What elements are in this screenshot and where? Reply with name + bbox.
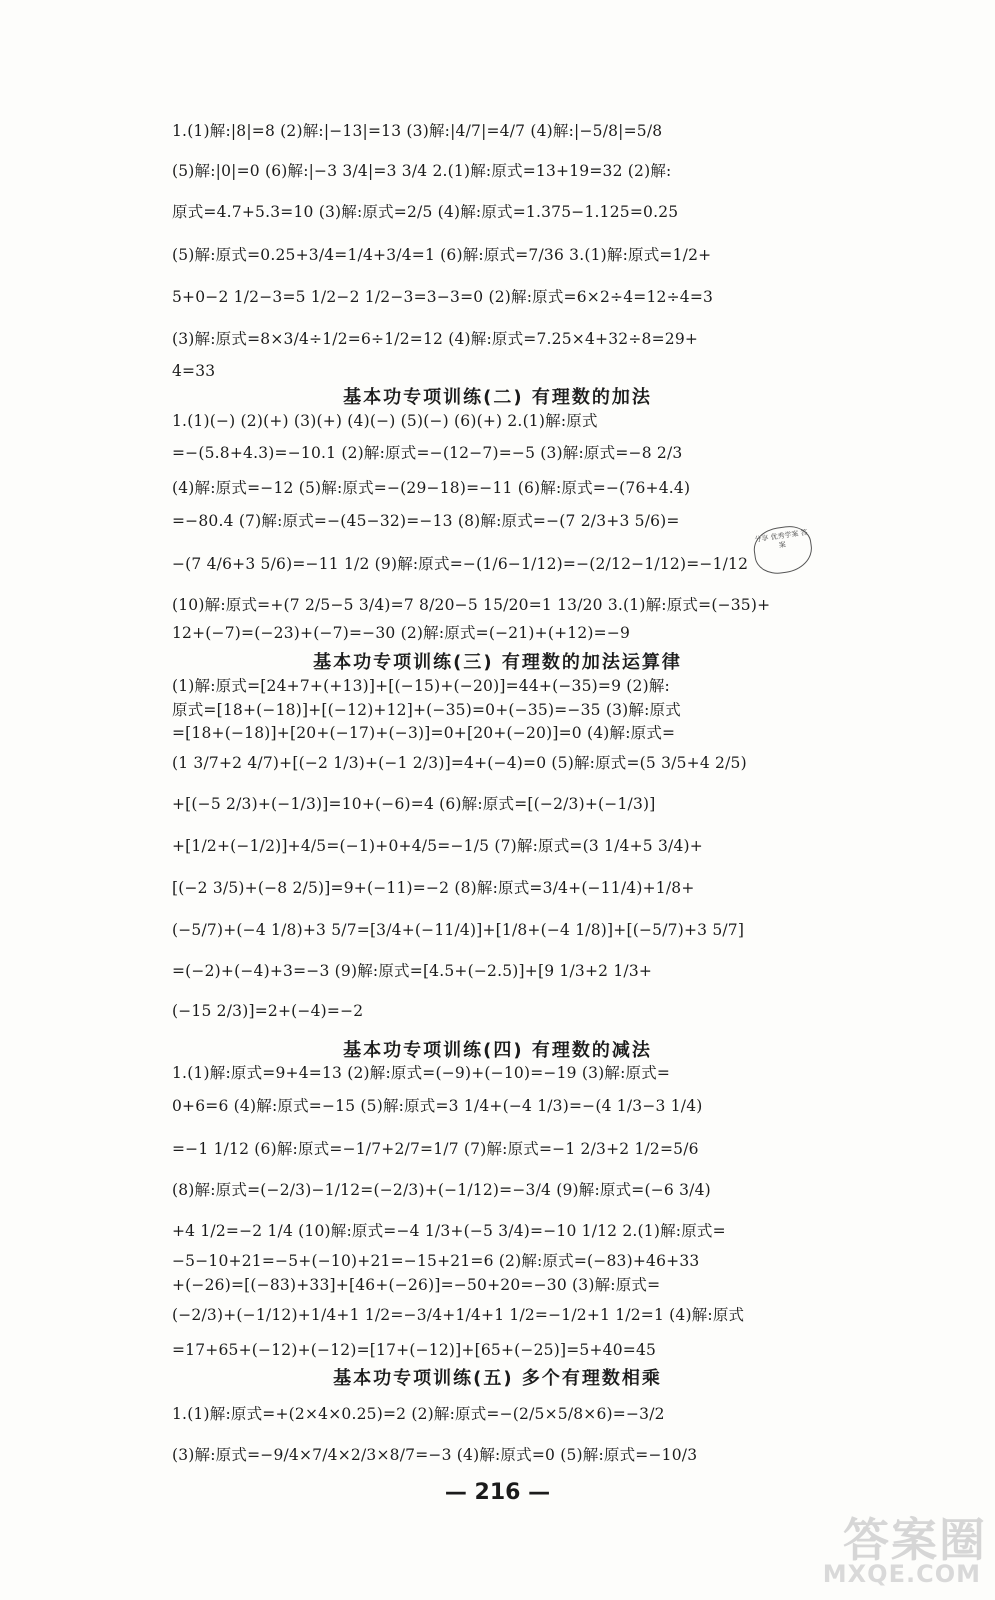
text-line: +[(−5 2/3)+(−1/3)]=10+(−6)=4 (6)解:原式=[(−2/3)+(−1/3)]: [172, 795, 656, 813]
text-line: =−(5.8+4.3)=−10.1 (2)解:原式=−(12−7)=−5 (3)解:原式=−8 2/3: [172, 444, 683, 462]
text-line: 12+(−7)=(−23)+(−7)=−30 (2)解:原式=(−21)+(+12)=−9: [172, 624, 631, 642]
text-line: [(−2 3/5)+(−8 2/5)]=9+(−11)=−2 (8)解:原式=3/4+(−11/4)+1/8+: [172, 879, 695, 897]
text-line: (1 3/7+2 4/7)+[(−2 1/3)+(−1 2/3)]=4+(−4)=0 (5)解:原式=(5 3/5+4 2/5): [172, 754, 747, 772]
text-line: +(−26)=[(−83)+33]+[46+(−26)]=−50+20=−30 (3)解:原式=: [172, 1276, 661, 1294]
text-line: =[18+(−18)]+[20+(−17)+(−3)]=0+[20+(−20)]=0 (4)解:原式=: [172, 724, 676, 742]
text-line: 原式=[18+(−18)]+[(−12)+12]+(−35)=0+(−35)=−35 (3)解:原式: [172, 701, 681, 719]
text-line: (−2/3)+(−1/12)+1/4+1 1/2=−3/4+1/4+1 1/2=−1/2+1 1/2=1 (4)解:原式: [172, 1306, 745, 1324]
page-number: — 216 —: [444, 1480, 551, 1505]
section-heading: 基本功专项训练(三) 有理数的加法运算律: [313, 652, 682, 673]
text-line: (8)解:原式=(−2/3)−1/12=(−2/3)+(−1/12)=−3/4 (9)解:原式=(−6 3/4): [172, 1181, 711, 1199]
text-line: 0+6=6 (4)解:原式=−15 (5)解:原式=3 1/4+(−4 1/3)=−(4 1/3−3 1/4): [172, 1097, 703, 1115]
section-heading: 基本功专项训练(四) 有理数的减法: [343, 1040, 652, 1061]
text-line: =−1 1/12 (6)解:原式=−1/7+2/7=1/7 (7)解:原式=−1 2/3+2 1/2=5/6: [172, 1140, 699, 1158]
text-line: =17+65+(−12)+(−12)=[17+(−12)]+[65+(−25)]=5+40=45: [172, 1341, 657, 1359]
text-line: 1.(1)(−) (2)(+) (3)(+) (4)(−) (5)(−) (6)(+) 2.(1)解:原式: [172, 412, 598, 430]
text-line: +[1/2+(−1/2)]+4/5=(−1)+0+4/5=−1/5 (7)解:原式=(3 1/4+5 3/4)+: [172, 837, 703, 855]
text-line: (4)解:原式=−12 (5)解:原式=−(29−18)=−11 (6)解:原式=−(76+4.4): [172, 479, 691, 497]
text-line: (−15 2/3)]=2+(−4)=−2: [172, 1002, 364, 1020]
text-line: 1.(1)解:原式=+(2×4×0.25)=2 (2)解:原式=−(2/5×5/8×6)=−3/2: [172, 1405, 665, 1423]
text-line: 原式=4.7+5.3=10 (3)解:原式=2/5 (4)解:原式=1.375−1.125=0.25: [172, 203, 679, 221]
section-heading: 基本功专项训练(二) 有理数的加法: [343, 387, 652, 408]
text-line: 1.(1)解:|8|=8 (2)解:|−13|=13 (3)解:|4/7|=4/7 (4)解:|−5/8|=5/8: [172, 122, 663, 140]
text-line: =(−2)+(−4)+3=−3 (9)解:原式=[4.5+(−2.5)]+[9 1/3+2 1/3+: [172, 962, 653, 980]
text-line: (3)解:原式=−9/4×7/4×2/3×8/7=−3 (4)解:原式=0 (5)解:原式=−10/3: [172, 1446, 698, 1464]
text-line: (1)解:原式=[24+7+(+13)]+[(−15)+(−20)]=44+(−35)=9 (2)解:: [172, 677, 670, 695]
text-line: 4=33: [172, 362, 216, 380]
text-line: −5−10+21=−5+(−10)+21=−15+21=6 (2)解:原式=(−83)+46+33: [172, 1252, 700, 1270]
text-line: =−80.4 (7)解:原式=−(45−32)=−13 (8)解:原式=−(7 2/3+3 5/6)=: [172, 512, 680, 530]
text-line: +4 1/2=−2 1/4 (10)解:原式=−4 1/3+(−5 3/4)=−10 1/12 2.(1)解:原式=: [172, 1222, 726, 1240]
watermark: [787, 1504, 987, 1590]
watermark-url: MXQE.COM: [822, 1560, 981, 1588]
text-line: (5)解:|0|=0 (6)解:|−3 3/4|=3 3/4 2.(1)解:原式=13+19=32 (2)解:: [172, 162, 672, 180]
text-line: 5+0−2 1/2−3=5 1/2−2 1/2−3=3−3=0 (2)解:原式=6×2÷4=12÷4=3: [172, 288, 714, 306]
text-line: (5)解:原式=0.25+3/4=1/4+3/4=1 (6)解:原式=7/36 3.(1)解:原式=1/2+: [172, 246, 712, 264]
text-line: 1.(1)解:原式=9+4=13 (2)解:原式=(−9)+(−10)=−19 (3)解:原式=: [172, 1064, 671, 1082]
section-heading: 基本功专项训练(五) 多个有理数相乘: [333, 1368, 662, 1389]
stamp-seal: 分享 优秀学案 答案: [751, 523, 815, 577]
watermark-logo: 答案圈: [843, 1513, 987, 1567]
text-line: (−5/7)+(−4 1/8)+3 5/7=[3/4+(−11/4)]+[1/8+(−4 1/8)]+[(−5/7)+3 5/7]: [172, 921, 745, 939]
text-line: (3)解:原式=8×3/4÷1/2=6÷1/2=12 (4)解:原式=7.25×4+32÷8=29+: [172, 330, 699, 348]
text-line: −(7 4/6+3 5/6)=−11 1/2 (9)解:原式=−(1/6−1/12)=−(2/12−1/12)=−1/12: [172, 555, 749, 573]
text-line: (10)解:原式=+(7 2/5−5 3/4)=7 8/20−5 15/20=1 13/20 3.(1)解:原式=(−35)+: [172, 596, 771, 614]
